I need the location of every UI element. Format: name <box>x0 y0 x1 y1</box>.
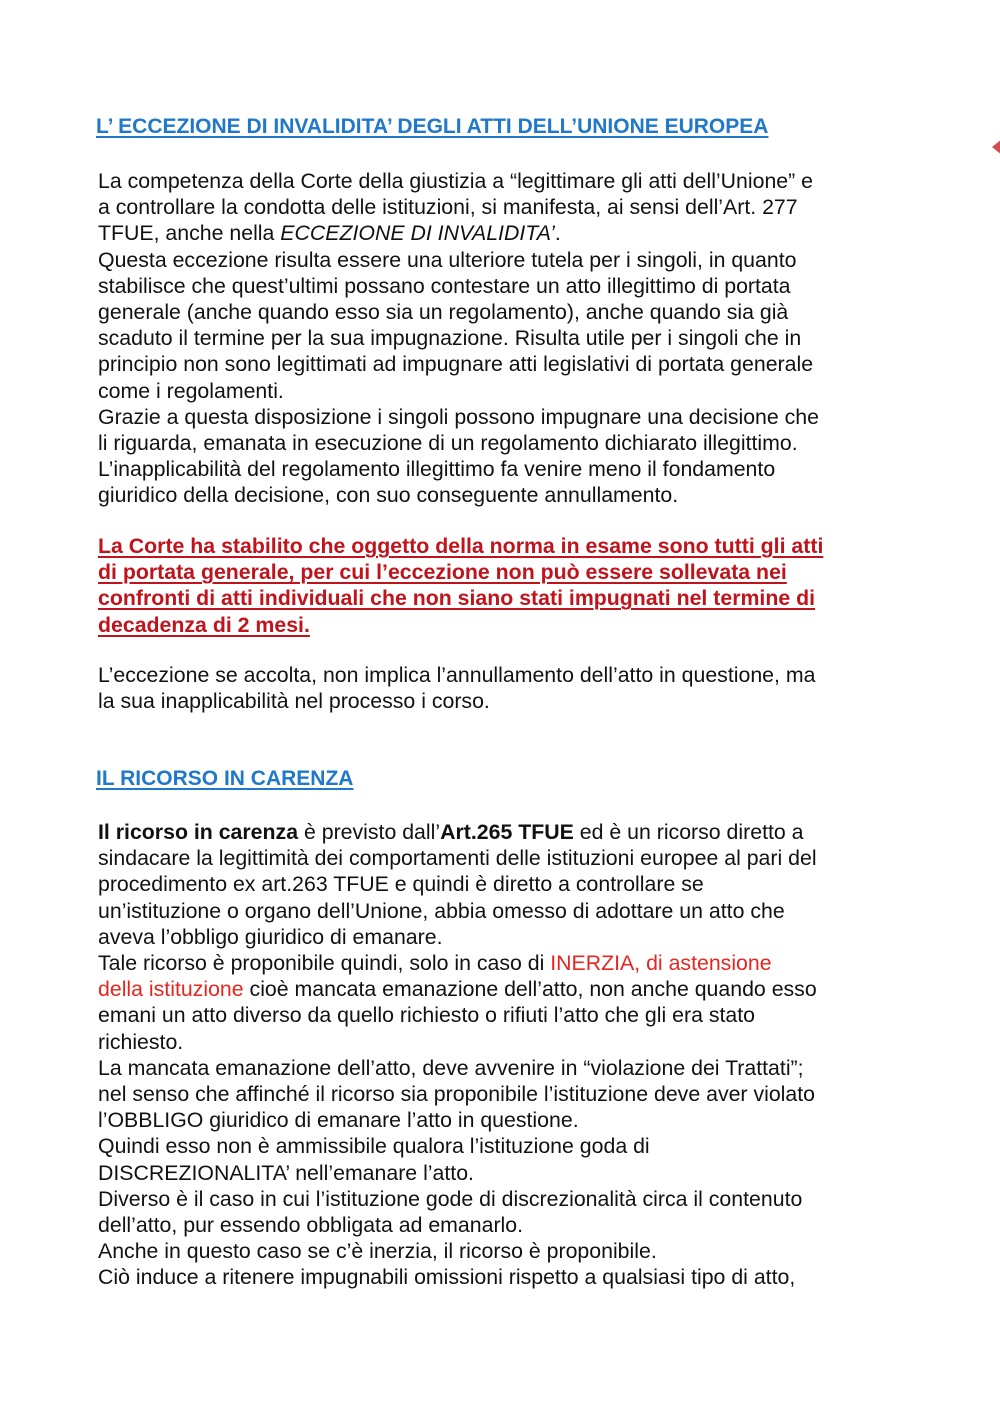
text-line: li riguarda, emanata in esecuzione di un regolamento dichiarato illegittimo. <box>98 431 798 456</box>
text-line: La competenza della Corte della giustizia a “legittimare gli atti dell’Unione” e <box>98 169 814 193</box>
text-line: dell’atto, pur essendo obbligata ad emanarlo. <box>98 1213 524 1238</box>
bold-term: Art.265 TFUE <box>440 820 574 844</box>
text-line: La mancata emanazione dell’atto, deve avvenire in “violazione dei Trattati”; <box>98 1055 804 1080</box>
text-line: un’istituzione o organo dell’Unione, abbia omesso di adottare un atto che <box>98 898 785 923</box>
text-line <box>98 976 978 1002</box>
text-line: scaduto il termine per la sua impugnazione. Risulta utile per i singoli che in <box>98 326 802 351</box>
text-line: DISCREZIONALITA’ nell’emanare l’atto. <box>98 1160 474 1185</box>
text-line: L’inapplicabilità del regolamento illegittimo fa venire meno il fondamento <box>98 457 776 482</box>
text-line: stabilisce che quest’ultimi possano contestare un atto illegittimo di portata <box>98 273 791 298</box>
text-line: l’OBBLIGO giuridico di emanare l’atto in questione. <box>98 1108 579 1133</box>
text-run: Tale ricorso è proponibile quindi, solo in caso di <box>98 951 551 976</box>
emphasis-text: ECCEZIONE DI INVALIDITA’ <box>280 221 555 246</box>
paragraph-ricorso-carenza <box>98 819 978 1291</box>
text-run: ed è un ricorso diretto a <box>573 820 804 844</box>
text-line: a controllare la condotta delle istituzioni, si manifesta, ai sensi dell’Art. 277 <box>98 195 798 220</box>
text-line: Diverso è il caso in cui l’istituzione gode di discrezionalità circa il contenuto <box>98 1186 803 1211</box>
text-line: richiesto. <box>98 1029 184 1054</box>
section-title-eccezione: L’ ECCEZIONE DI INVALIDITA’ DEGLI ATTI DELL’UNIONE EUROPEA <box>96 115 769 138</box>
text-line: Ciò induce a ritenere impugnabili omissioni rispetto a qualsiasi tipo di atto, <box>98 1265 796 1290</box>
text-line: confronti di atti individuali che non siano stati impugnati nel termine di <box>98 586 816 611</box>
highlighted-paragraph-corte <box>98 533 978 638</box>
text-line: Anche in questo caso se c’è inerzia, il ricorso è proponibile. <box>98 1239 657 1264</box>
text-line <box>98 819 978 845</box>
paragraph-eccezione-conclusione <box>98 662 978 714</box>
text-run: TFUE, anche nella <box>98 221 281 246</box>
text-line: Grazie a questa disposizione i singoli possono impugnare una decisione che <box>98 404 819 429</box>
text-line: di portata generale, per cui l’eccezione non può essere sollevata nei <box>98 560 787 585</box>
section-title-ricorso: IL RICORSO IN CARENZA <box>96 767 354 790</box>
text-run: . <box>554 221 561 246</box>
margin-marker-icon <box>992 139 1000 155</box>
paragraph-eccezione-intro <box>98 168 978 509</box>
text-line: come i regolamenti. <box>98 378 284 403</box>
text-line: procedimento ex art.263 TFUE e quindi è diretto a controllare se <box>98 872 704 897</box>
text-line: aveva l’obbligo giuridico di emanare. <box>98 924 443 949</box>
text-line <box>98 950 978 976</box>
text-line: sindacare la legittimità dei comportamenti delle istituzioni europee al pari del <box>98 846 817 871</box>
text-line: La Corte ha stabilito che oggetto della norma in esame sono tutti gli atti <box>98 534 824 558</box>
text-line: Questa eccezione risulta essere una ulteriore tutela per i singoli, in quanto <box>98 247 797 272</box>
text-line: generale (anche quando esso sia un regolamento), anche quando sia già <box>98 300 789 325</box>
text-line: L’eccezione se accolta, non implica l’annullamento dell’atto in questione, ma <box>98 663 816 687</box>
highlight-text: INERZIA, di astensione <box>550 951 772 976</box>
text-run: è previsto dall’ <box>298 820 441 844</box>
text-line: principio non sono legittimati ad impugnare atti legislativi di portata generale <box>98 352 814 377</box>
bold-term: Il ricorso in carenza <box>98 820 299 844</box>
text-line: Quindi esso non è ammissibile qualora l’istituzione goda di <box>98 1134 650 1159</box>
text-line <box>98 220 978 246</box>
text-line: la sua inapplicabilità nel processo i corso. <box>98 689 490 714</box>
text-line: giuridico della decisione, con suo conseguente annullamento. <box>98 483 679 508</box>
text-line: emani un atto diverso da quello richiesto o rifiuti l’atto che gli era stato <box>98 1003 756 1028</box>
highlight-text: della istituzione <box>98 977 244 1002</box>
text-line: decadenza di 2 mesi. <box>98 612 310 637</box>
text-run: cioè mancata emanazione dell’atto, non anche quando esso <box>243 977 817 1002</box>
text-line: nel senso che affinché il ricorso sia proponibile l’istituzione deve aver violato <box>98 1082 816 1107</box>
